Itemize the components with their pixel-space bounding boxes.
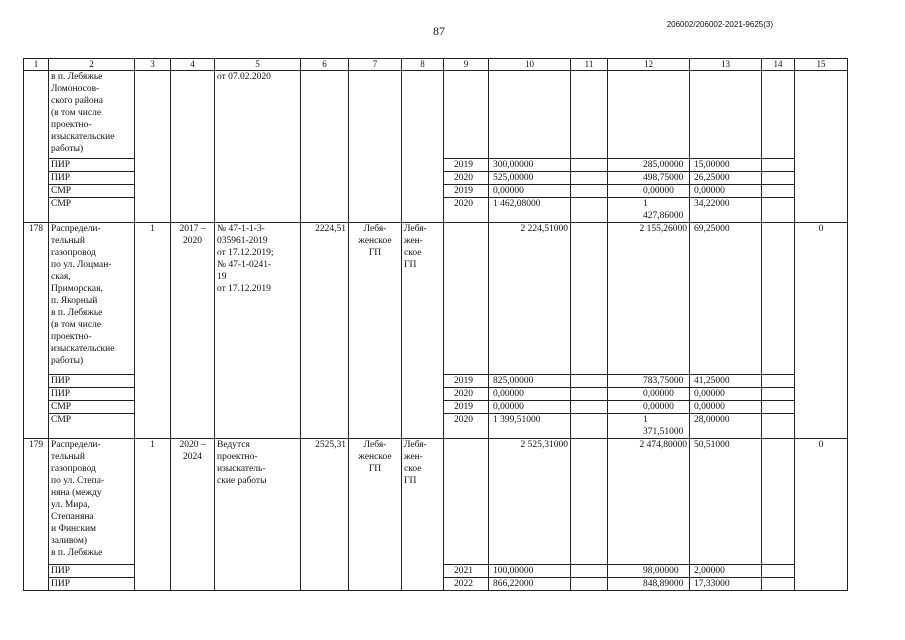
year: 2020	[444, 414, 489, 439]
cell	[571, 159, 608, 172]
cell	[571, 578, 608, 591]
cell	[762, 159, 795, 172]
work-type: СМР	[49, 198, 135, 223]
amount-total: 1 399,51000	[489, 414, 571, 439]
amount-total: 825,00000	[489, 375, 571, 388]
year: 2019	[444, 159, 489, 172]
municipality: Лебя- женское ГП	[349, 223, 402, 439]
page-number: 87	[433, 24, 445, 38]
amount-regional: 0,00000	[608, 185, 690, 198]
cell	[24, 71, 49, 223]
amount-regional: 1 427,86000	[608, 198, 690, 223]
work-type: ПИР	[49, 172, 135, 185]
document-ref: № 47-1-1-3- 035961-2019 от 17.12.2019; № 47-1-0241- 19 от 17.12.2019	[215, 223, 301, 439]
cell	[571, 439, 608, 565]
cell	[571, 223, 608, 375]
period: 2020 – 2024	[171, 439, 215, 591]
municipality: Лебя- женское ГП	[349, 439, 402, 591]
year: 2019	[444, 375, 489, 388]
amount-local: 0,00000	[690, 185, 762, 198]
cell	[762, 401, 795, 414]
col-header: 5	[215, 59, 301, 71]
document-ref: от 07.02.2020	[215, 71, 301, 223]
cell: 0	[795, 439, 848, 591]
table-row	[24, 439, 848, 565]
work-type: ПИР	[49, 565, 135, 578]
col-header: 2	[49, 59, 135, 71]
year: 2019	[444, 185, 489, 198]
cell	[690, 71, 762, 159]
row-number: 179	[24, 439, 49, 591]
year: 2020	[444, 172, 489, 185]
document-ref: Ведутся проектно- изыскатель- ские работы	[215, 439, 301, 591]
year: 2020	[444, 198, 489, 223]
year: 2019	[444, 401, 489, 414]
cell	[762, 439, 795, 565]
work-type: ПИР	[49, 388, 135, 401]
col-header: 7	[349, 59, 402, 71]
document-code: 206002/206002-2021-9625(3)	[666, 20, 773, 29]
period: 2017 – 2020	[171, 223, 215, 439]
amount-regional: 2 155,26000	[608, 223, 690, 375]
amount-total: 2 525,31000	[489, 439, 571, 565]
cell	[762, 172, 795, 185]
cell	[571, 375, 608, 388]
object-name: Распредели- тельный газопровод по ул. Лоцман- ская, Приморская, п. Якорный в п. Лебяжье (в том числе проектно- изыскательские работы)	[49, 223, 135, 375]
work-type: ПИР	[49, 375, 135, 388]
col-header: 4	[171, 59, 215, 71]
amount-regional: 848,89000	[608, 578, 690, 591]
amount-regional: 1 371,51000	[608, 414, 690, 439]
cell	[762, 578, 795, 591]
amount-local: 26,25000	[690, 172, 762, 185]
cell	[762, 414, 795, 439]
cell	[301, 71, 349, 223]
year: 2022	[444, 578, 489, 591]
amount-regional: 98,00000	[608, 565, 690, 578]
amount-local: 28,00000	[690, 414, 762, 439]
cell	[795, 71, 848, 223]
work-type: СМР	[49, 401, 135, 414]
table-row	[24, 71, 848, 159]
year: 2021	[444, 565, 489, 578]
cell	[349, 71, 402, 223]
amount-total: 0,00000	[489, 401, 571, 414]
cell	[135, 71, 171, 223]
amount-local: 15,00000	[690, 159, 762, 172]
object-name: Распредели- тельный газопровод по ул. Степа- няна (между ул. Мира, Степаняна и Финским заливом) в п. Лебяжье	[49, 439, 135, 565]
amount-total: 100,00000	[489, 565, 571, 578]
row-number: 178	[24, 223, 49, 439]
col-header: 14	[762, 59, 795, 71]
cell	[571, 185, 608, 198]
object-table	[23, 58, 848, 591]
col-header: 10	[489, 59, 571, 71]
col-header: 6	[301, 59, 349, 71]
cell	[402, 71, 444, 223]
cell	[571, 401, 608, 414]
capacity: 2224,51	[301, 223, 349, 439]
amount-regional: 0,00000	[608, 401, 690, 414]
cell	[444, 439, 489, 565]
cell	[762, 388, 795, 401]
amount-regional: 2 474,80000	[608, 439, 690, 565]
col-header: 15	[795, 59, 848, 71]
cell	[489, 71, 571, 159]
object-name: в п. Лебяжье Ломоносов- ского района (в том числе проектно- изыскательские работы)	[49, 71, 135, 159]
amount-local: 0,00000	[690, 401, 762, 414]
col-header: 9	[444, 59, 489, 71]
cell	[762, 223, 795, 375]
cell	[571, 388, 608, 401]
amount-total: 0,00000	[489, 185, 571, 198]
cell: 1	[135, 439, 171, 591]
column-number-row	[24, 59, 848, 71]
table-row	[24, 223, 848, 375]
amount-local: 41,25000	[690, 375, 762, 388]
amount-total: 866,22000	[489, 578, 571, 591]
amount-total: 525,00000	[489, 172, 571, 185]
amount-total: 300,00000	[489, 159, 571, 172]
col-header: 11	[571, 59, 608, 71]
cell	[444, 71, 489, 159]
municipality: Лебя- жен- ское ГП	[402, 223, 444, 439]
cell	[571, 71, 608, 159]
cell	[171, 71, 215, 223]
amount-local: 50,51000	[690, 439, 762, 565]
amount-total: 0,00000	[489, 388, 571, 401]
amount-total: 2 224,51000	[489, 223, 571, 375]
municipality: Лебя- жен- ское ГП	[402, 439, 444, 591]
cell: 0	[795, 223, 848, 439]
capacity: 2525,31	[301, 439, 349, 591]
amount-local: 2,00000	[690, 565, 762, 578]
amount-local: 0,00000	[690, 388, 762, 401]
amount-local: 69,25000	[690, 223, 762, 375]
col-header: 3	[135, 59, 171, 71]
amount-local: 17,33000	[690, 578, 762, 591]
amount-local: 34,22000	[690, 198, 762, 223]
cell	[762, 71, 795, 159]
amount-regional: 783,75000	[608, 375, 690, 388]
amount-regional: 498,75000	[608, 172, 690, 185]
cell	[762, 185, 795, 198]
cell	[571, 565, 608, 578]
work-type: ПИР	[49, 578, 135, 591]
work-type: ПИР	[49, 159, 135, 172]
col-header: 1	[24, 59, 49, 71]
cell	[444, 223, 489, 375]
cell	[762, 565, 795, 578]
amount-regional: 285,00000	[608, 159, 690, 172]
amount-regional: 0,00000	[608, 388, 690, 401]
cell	[571, 414, 608, 439]
cell	[762, 198, 795, 223]
cell	[608, 71, 690, 159]
cell	[571, 172, 608, 185]
cell	[571, 198, 608, 223]
col-header: 8	[402, 59, 444, 71]
col-header: 12	[608, 59, 690, 71]
year: 2020	[444, 388, 489, 401]
amount-total: 1 462,08000	[489, 198, 571, 223]
cell: 1	[135, 223, 171, 439]
work-type: СМР	[49, 185, 135, 198]
col-header: 13	[690, 59, 762, 71]
work-type: СМР	[49, 414, 135, 439]
cell	[762, 375, 795, 388]
